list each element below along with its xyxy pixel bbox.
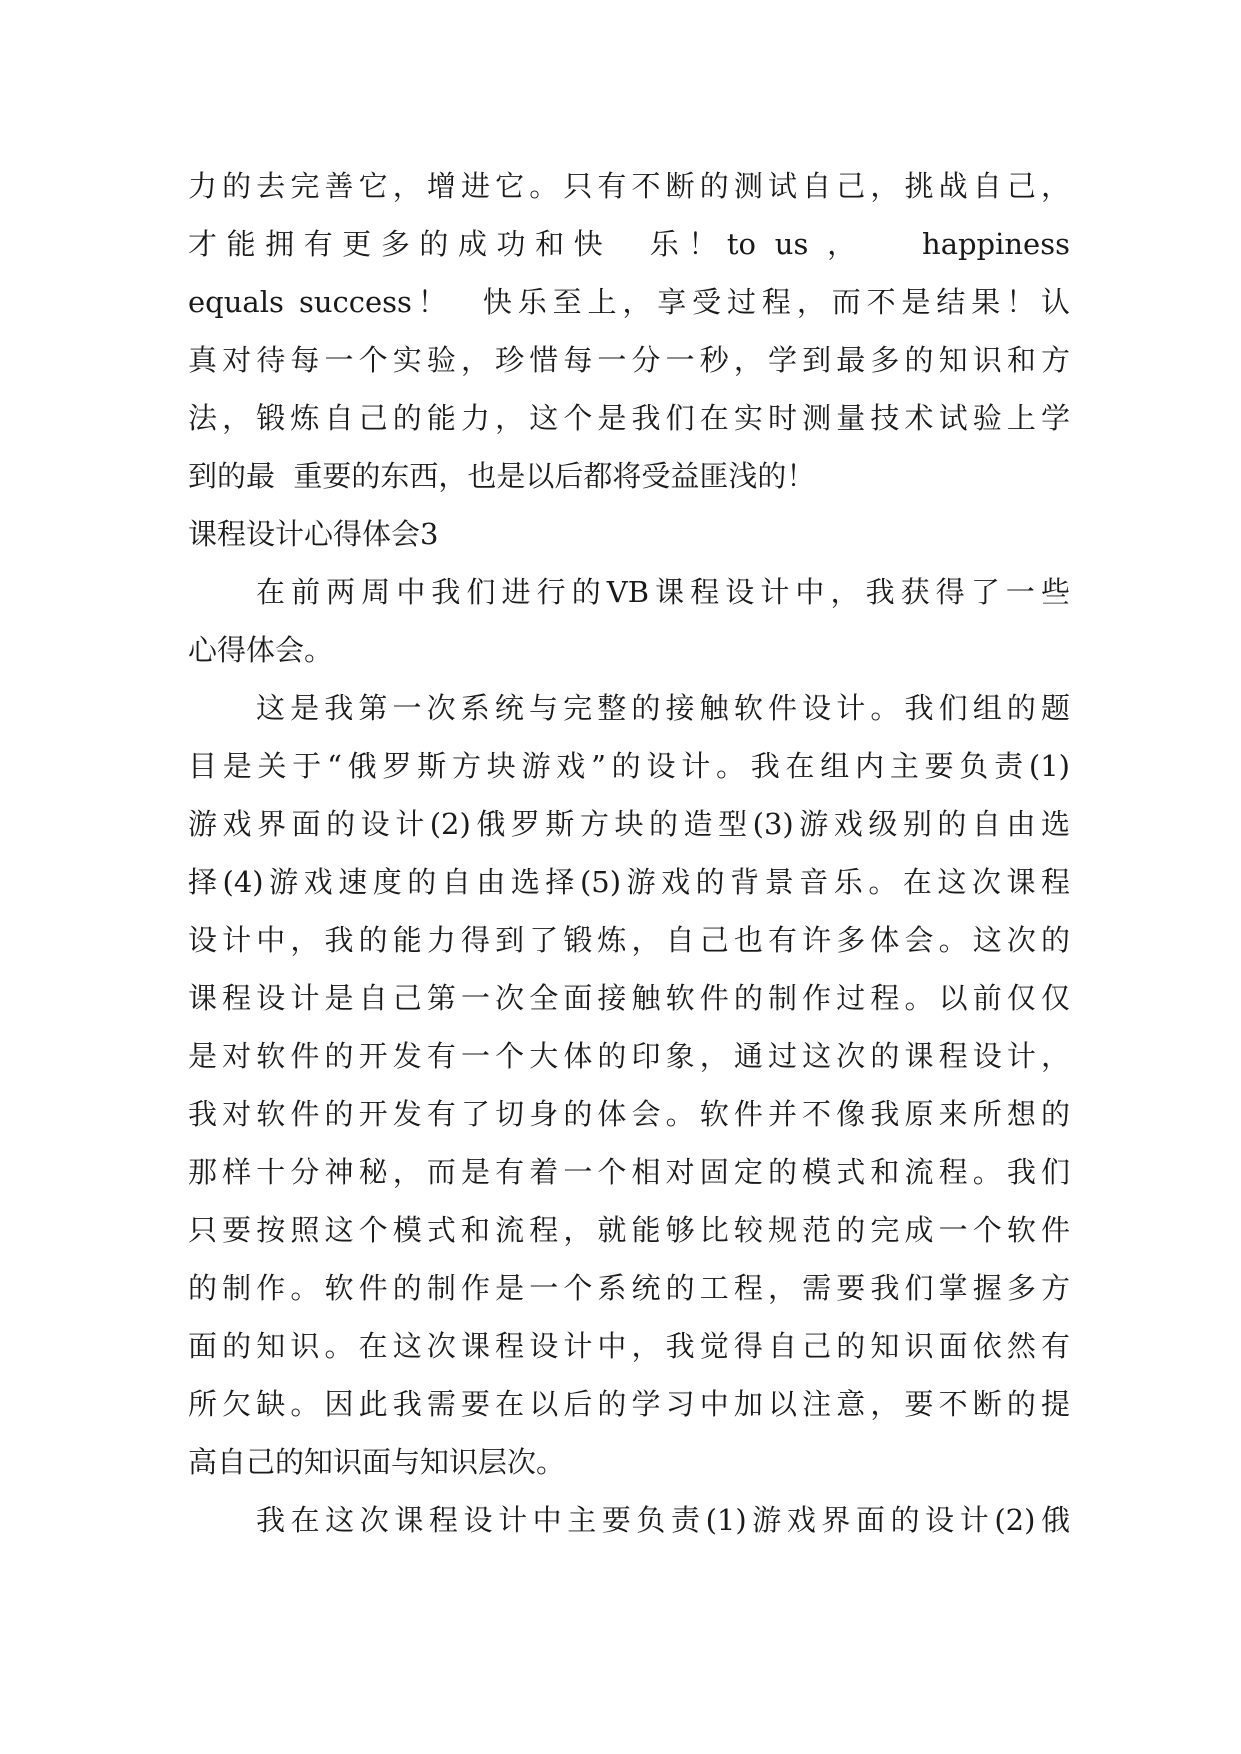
paragraph-4-line-1: 我在这次课程设计中主要负责(1)游戏界面的设计(2)俄 [256, 1503, 1070, 1537]
paragraph-3-line-11: 的制作。软件的制作是一个系统的工程，需要我们掌握多方 [188, 1271, 1070, 1305]
paragraph-3-line-3: 游戏界面的设计(2)俄罗斯方块的造型(3)游戏级别的自由选 [188, 807, 1070, 841]
paragraph-3-line-7: 是对软件的开发有一个大体的印象，通过这次的课程设计， [188, 1039, 1070, 1073]
paragraph-3-line-6: 课程设计是自己第一次全面接触软件的制作过程。以前仅仅 [188, 981, 1070, 1015]
paragraph-3-line-5: 设计中，我的能力得到了锻炼，自己也有许多体会。这次的 [188, 923, 1070, 957]
paragraph-1-line-1: 力的去完善它，增进它。只有不断的测试自己，挑战自己， [188, 169, 1070, 203]
paragraph-1-line-6: 到的最 重要的东西，也是以后都将受益匪浅的！ [188, 459, 816, 493]
paragraph-1-line-2: 才能拥有更多的成功和快 乐！to us ， happiness [188, 227, 1070, 261]
paragraph-1-line-3: equals success！ 快乐至上，享受过程，而不是结果！认 [188, 285, 1070, 319]
paragraph-3-line-2: 目是关于“俄罗斯方块游戏”的设计。我在组内主要负责(1) [188, 749, 1070, 783]
paragraph-3-line-10: 只要按照这个模式和流程，就能够比较规范的完成一个软件 [188, 1213, 1070, 1247]
paragraph-3-line-9: 那样十分神秘，而是有着一个相对固定的模式和流程。我们 [188, 1155, 1070, 1189]
section-heading: 课程设计心得体会3 [188, 517, 439, 551]
paragraph-2-line-1: 在前两周中我们进行的VB课程设计中，我获得了一些 [256, 575, 1070, 609]
paragraph-1-line-5: 法，锻炼自己的能力，这个是我们在实时测量技术试验上学 [188, 401, 1070, 435]
paragraph-3-line-12: 面的知识。在这次课程设计中，我觉得自己的知识面依然有 [188, 1329, 1070, 1363]
paragraph-3-line-14: 高自己的知识面与知识层次。 [188, 1445, 566, 1479]
paragraph-3-line-8: 我对软件的开发有了切身的体会。软件并不像我原来所想的 [188, 1097, 1070, 1131]
paragraph-3-line-4: 择(4)游戏速度的自由选择(5)游戏的背景音乐。在这次课程 [188, 865, 1070, 899]
paragraph-1-line-4: 真对待每一个实验，珍惜每一分一秒，学到最多的知识和方 [188, 343, 1070, 377]
paragraph-3-line-13: 所欠缺。因此我需要在以后的学习中加以注意，要不断的提 [188, 1387, 1070, 1421]
paragraph-2-line-2: 心得体会。 [188, 633, 334, 667]
paragraph-3-line-1: 这是我第一次系统与完整的接触软件设计。我们组的题 [256, 691, 1070, 725]
